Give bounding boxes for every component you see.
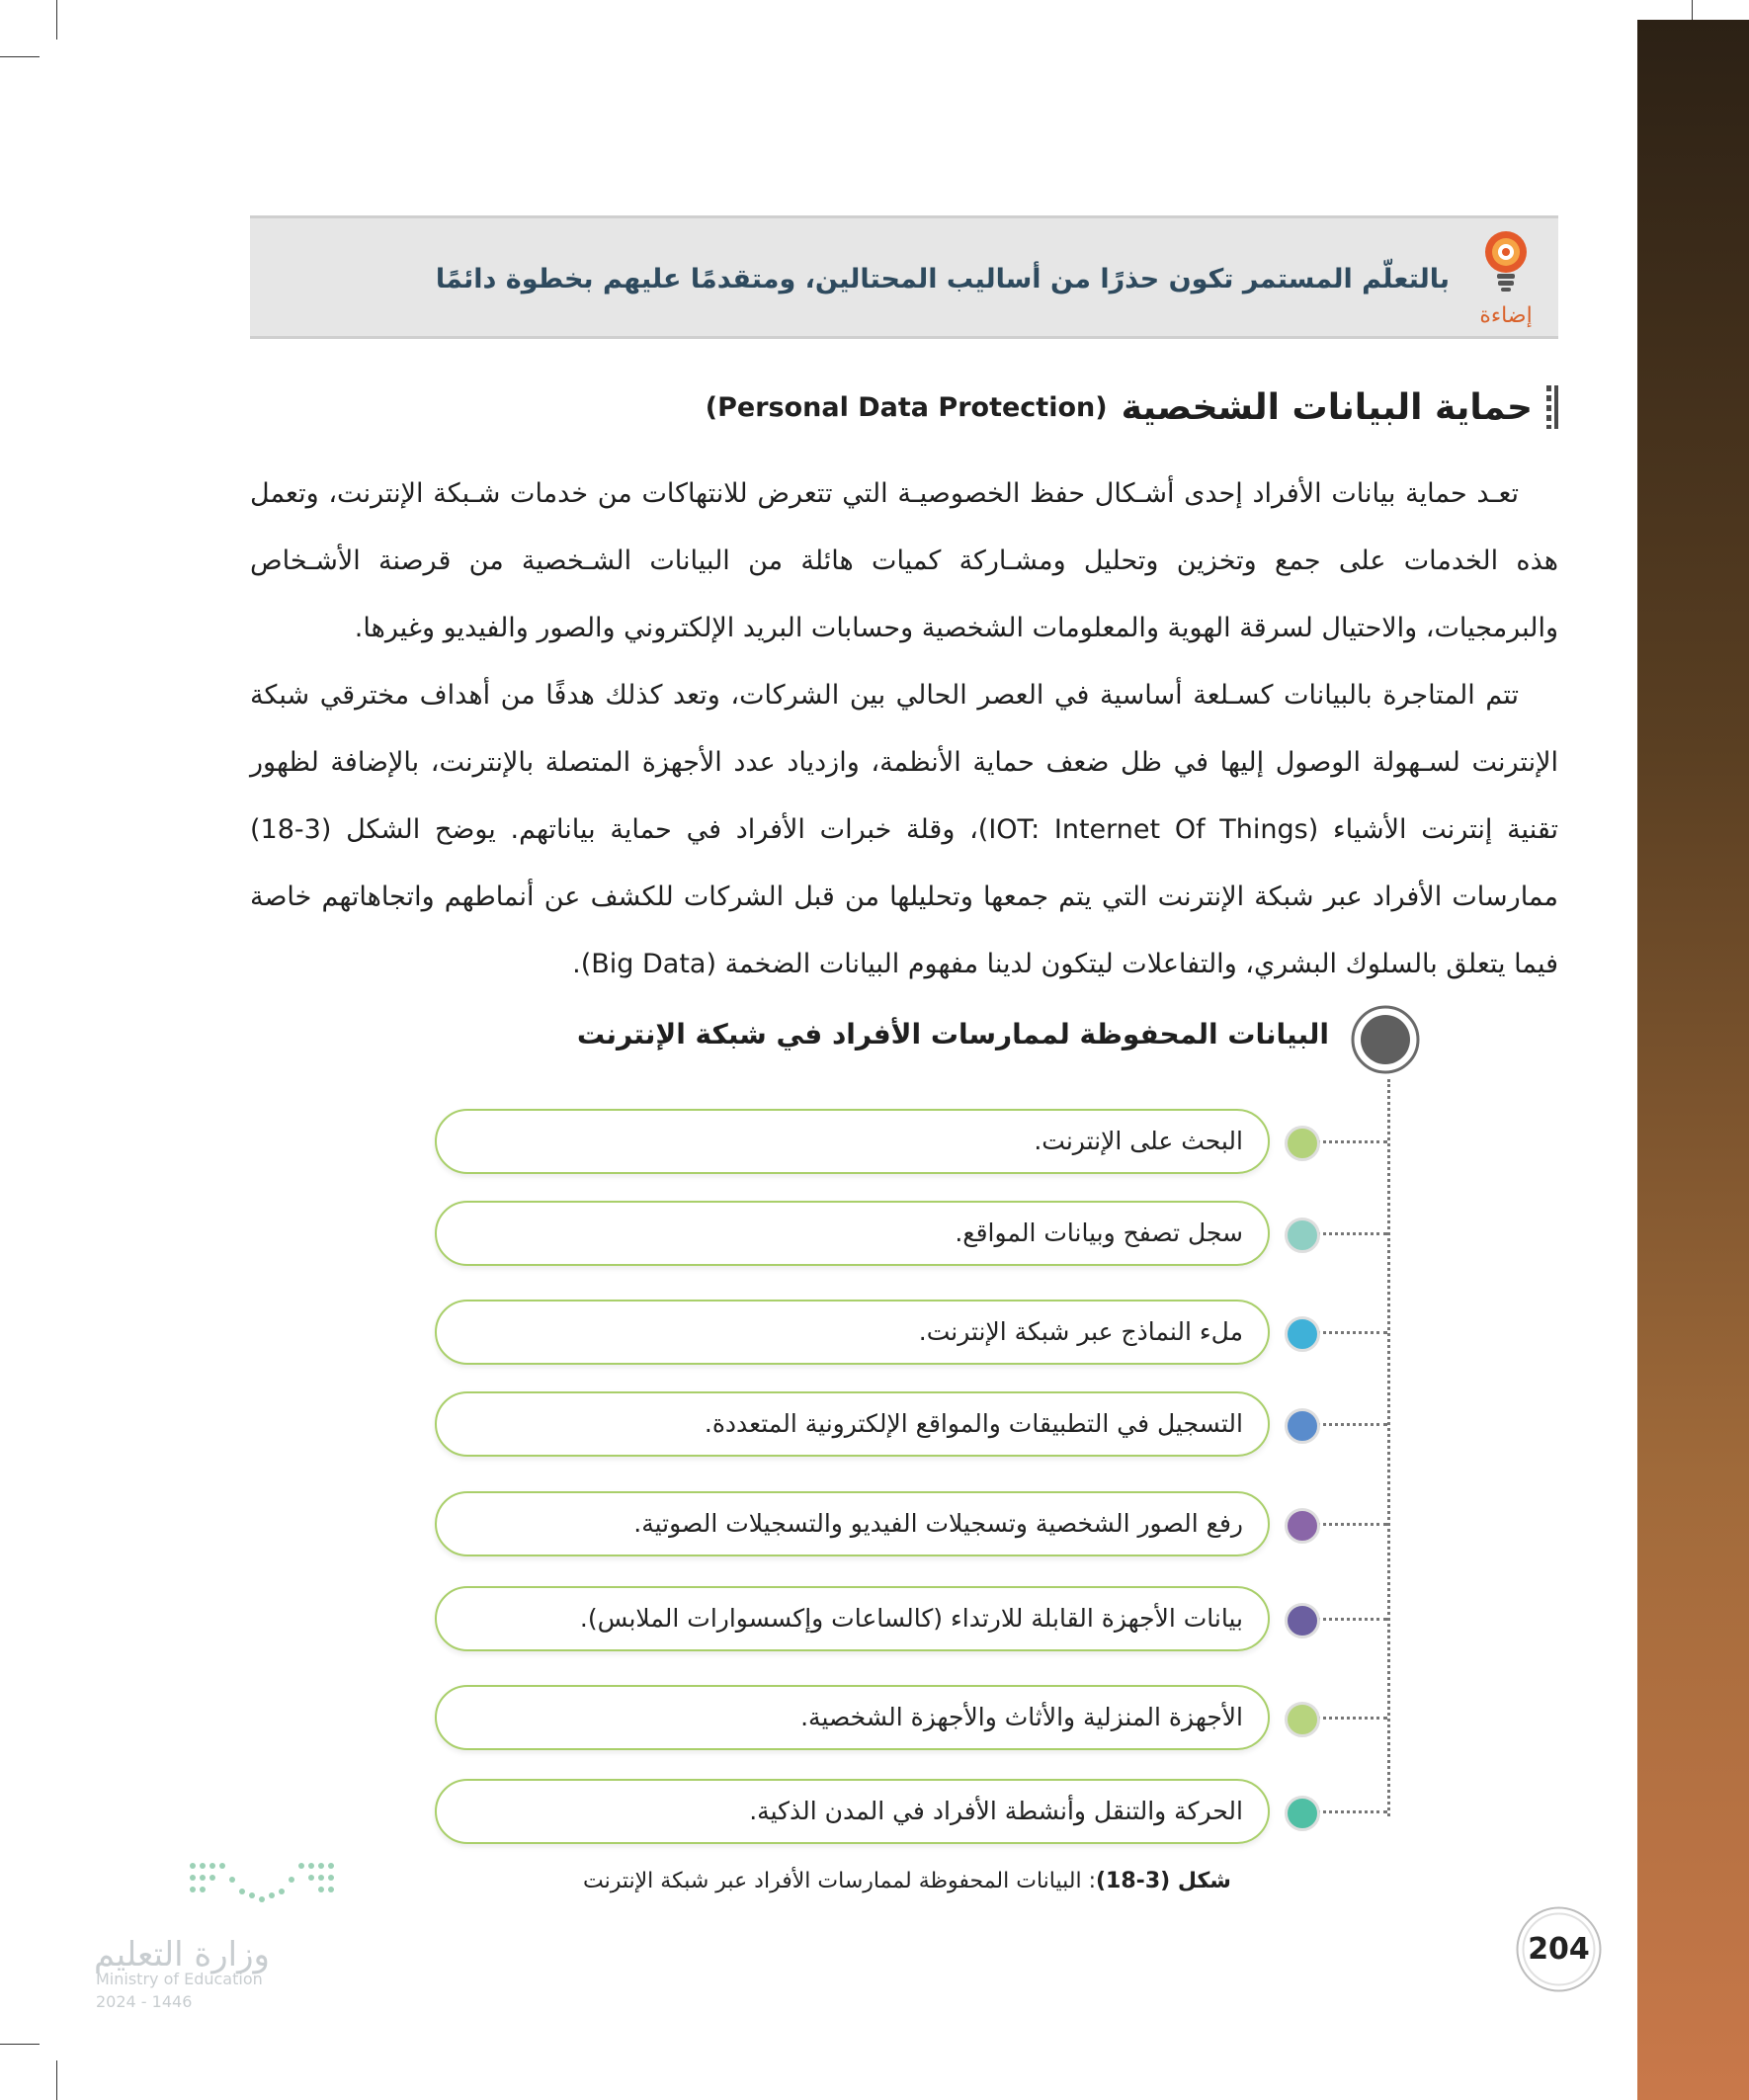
lightbulb-icon xyxy=(1480,228,1532,294)
item-text: سجل تصفح وبيانات المواقع. xyxy=(955,1218,1243,1247)
tip-icon-wrap xyxy=(1471,228,1541,332)
ministry-watermark xyxy=(94,1858,361,2016)
heading-bar-icon xyxy=(1546,385,1558,429)
ministry-name-ar: وزارة التعليم xyxy=(94,1935,270,1974)
item-dot-icon xyxy=(1285,1796,1320,1831)
item-dot-icon xyxy=(1285,1316,1320,1352)
item-pill xyxy=(435,1300,1270,1365)
diagram-item xyxy=(435,1779,1393,1848)
heading-title-en: (Personal Data Protection) xyxy=(705,391,1108,423)
item-pill xyxy=(435,1109,1270,1174)
figure-caption xyxy=(583,1869,1231,1893)
diagram-item xyxy=(435,1586,1393,1655)
item-pill xyxy=(435,1586,1270,1651)
diagram-item xyxy=(435,1201,1393,1270)
diagram-item xyxy=(435,1109,1393,1178)
diagram-item xyxy=(435,1391,1393,1461)
item-text: ملء النماذج عبر شبكة الإنترنت. xyxy=(918,1317,1243,1346)
item-pill xyxy=(435,1491,1270,1556)
caption-label: شكل (3-18) xyxy=(1095,1869,1231,1893)
diagram-item xyxy=(435,1685,1393,1754)
paragraph: تتم المتاجرة بالبيانات كسـلعة أساسية في العصر الحالي بين الشركات، وتعد كذلك هدفًا من أهداف مخترقي شبكة الإنترنت لسـهولة الوصول إليها في ظل ضعف حماية الأنظمة، وازدياد عدد الأجهزة المتصلة بالإنترنت، بالإضافة لظهور تقنية إنترنت الأشياء (IOT: Internet Of Things)، وقلة خبرات الأفراد في حماية بياناتهم. يوضح الشكل (3-18) ممارسات الأفراد عبر شبكة الإنترنت التي يتم جمعها وتحليلها من قبل الشركات للكشف عن أنماطهم واتجاهاتهم خاصة فيما يتعلق بالسلوك البشري، والتفاعلات ليتكون لدينا مفهوم البيانات الضخمة (Big Data). xyxy=(250,680,1559,979)
item-text: الحركة والتنقل وأنشطة الأفراد في المدن الذكية. xyxy=(749,1797,1243,1825)
item-dot-icon xyxy=(1285,1408,1320,1444)
page-number: 204 xyxy=(1528,1932,1590,1967)
diagram-title: البيانات المحفوظة لممارسات الأفراد في شبكة الإنترنت xyxy=(576,1018,1329,1050)
page-number-badge xyxy=(1512,1902,1606,1996)
item-pill xyxy=(435,1391,1270,1457)
tip-box xyxy=(250,215,1558,339)
item-pill xyxy=(435,1685,1270,1750)
diagram-item xyxy=(435,1300,1393,1369)
item-dot-icon xyxy=(1285,1218,1320,1253)
ministry-logo-icon xyxy=(183,1858,351,1917)
ministry-name-en: Ministry of Education xyxy=(96,1970,263,1988)
item-dot-icon xyxy=(1285,1702,1320,1737)
item-text: التسجيل في التطبيقات والمواقع الإلكترونية المتعددة. xyxy=(704,1409,1243,1438)
diagram-header-circle-icon xyxy=(1350,1004,1421,1075)
crop-mark xyxy=(0,56,40,57)
crop-mark xyxy=(0,2044,40,2045)
item-dot-icon xyxy=(1285,1603,1320,1638)
side-color-band xyxy=(1637,20,1749,2100)
heading-title-ar: حماية البيانات الشخصية xyxy=(1121,386,1533,428)
paragraph: تعـد حماية بيانات الأفراد إحدى أشـكال حفظ الخصوصيـة التي تتعرض للانتهاكات من خدمات شـبكة الإنترنت، وتعمل هذه الخدمات على جمع وتخزين وتحليل ومشـاركة كميات هائلة من البيانات الشـخصية من قرصنة الأشـخاص والبرمجيات، والاحتيال لسرقة الهوية والمعلومات الشخصية وحسابات البريد الإلكتروني والصور والفيديو وغيرها. xyxy=(250,478,1558,643)
item-text: الأجهزة المنزلية والأثاث والأجهزة الشخصية. xyxy=(800,1703,1243,1731)
tip-text: بالتعلّم المستمر تكون حذرًا من أساليب المحتالين، ومتقدمًا عليهم بخطوة دائمًا xyxy=(435,264,1450,294)
section-heading xyxy=(706,385,1558,429)
item-dot-icon xyxy=(1285,1508,1320,1544)
crop-mark xyxy=(56,0,57,40)
tip-label: إضاءة xyxy=(1479,303,1533,328)
item-pill xyxy=(435,1201,1270,1266)
item-text: بيانات الأجهزة القابلة للارتداء (كالساعات وإكسسوارات الملابس). xyxy=(579,1604,1243,1633)
ministry-year: 2024 - 1446 xyxy=(96,1992,193,2011)
item-pill xyxy=(435,1779,1270,1844)
item-text: رفع الصور الشخصية وتسجيلات الفيديو والتسجيلات الصوتية. xyxy=(633,1509,1243,1538)
item-dot-icon xyxy=(1285,1126,1320,1161)
crop-mark xyxy=(56,2060,57,2100)
caption-text: : البيانات المحفوظة لممارسات الأفراد عبر شبكة الإنترنت xyxy=(583,1869,1096,1893)
item-text: البحث على الإنترنت. xyxy=(1034,1127,1243,1155)
body-text xyxy=(250,461,1558,998)
diagram-item xyxy=(435,1491,1393,1560)
